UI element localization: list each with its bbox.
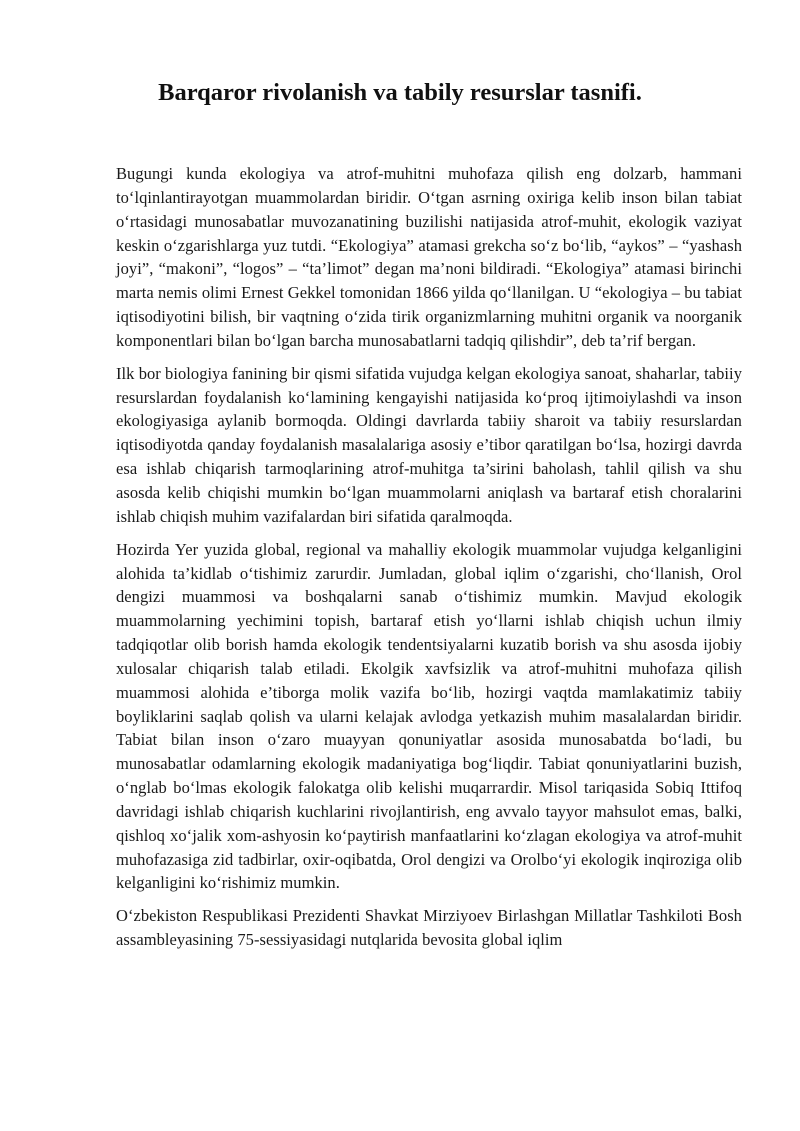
paragraph-ecological-problems: Hozirda Yer yuzida global, regional va mahalliy ekologik muammolar vujudga kelganligini alohida ta’kidlab o‘tishimiz zarurdir. Jumladan, global iqlim o‘zgarishi, cho‘llanish, Orol dengizi muammosi va boshqalarni sanab o‘tishimiz mumkin. Mavjud ekologik muammolarning yechimini topish, bartaraf etish yo‘llarni ishlab chiqish uchun ilmiy tadqiqotlar olib borish hamda ekologik tendentsiyalarni kuzatib borish va shu asosda ijobiy xulosalar chiqarish talab etiladi. Ekolgik xavfsizlik va atrof-muhitni muhofaza qilish muammosi alohida e’tiborga molik vazifa bo‘lib, hozirgi vaqtda mamlakatimiz tabiiy boyliklarini saqlab qolish va ularni kelajak avlodga yetkazish muhim masalalardan biridir. Tabiat bilan inson o‘zaro muayyan qonuniyatlar asosida munosabatda bo‘ladi, bu munosabatlar odamlarning ekologik madaniyatiga bog‘liqdir. Tabiat qonuniyatlarini buzish, o‘nglab bo‘lmas ekologik falokatga olib kelishi muqarrardir. Misol tariqasida Sobiq Ittifoq davridagi ishlab chiqarish kuchlarini rivojlantirish, eng avvalo tayyor mahsulot emas, balki, qishloq xo‘jalik xom-ashyosin ko‘paytirish manfaatlarini ko‘zlagan ekologiya va atrof-muhit muhofazasiga zid tadbirlar, oxir-oqibatda, Orol dengizi va Orolbo‘yi ekologik inqiroziga olib kelganligini ko‘rishimiz mumkin. [116, 539, 742, 893]
paragraph-president-speech: O‘zbekiston Respublikasi Prezidenti Shavkat Mirziyoev Birlashgan Millatlar Tashkiloti Bosh assambleyasining 75-sessiyasidagi nutqlarida bevosita global iqlim [116, 906, 742, 950]
paragraph-ecology-definition: Bugungi kunda ekologiya va atrof-muhitni muhofaza qilish eng dolzarb, hammani to‘lqinlantirayotgan muammolardan biridir. O‘tgan asrning oxiriga kelib inson bilan tabiat o‘rtasidagi munosabatlar muvozanatining buzilishi natijasida atrof-muhit, ekologik vaziyat keskin o‘zgarishlarga yuz tutdi. “Ekologiya” atamasi grekcha so‘z bo‘lib, “aykos” – “yashash joyi”, “makoni”, “logos” – “ta’limot” degan ma’noni bildiradi. “Ekologiya” atamasi birinchi marta nemis olimi Ernest Gekkel tomonidan 1866 yilda qo‘llanilgan. U “ekologiya – bu tabiat iqtisodiyotini bilish, bir vaqtning o‘zida tirik organizmlarning muhitni organik va noorganik komponentlari bilan bo‘lgan barcha munosabatlarni tadqiq qilishdir”, deb ta’rif bergan. [116, 164, 742, 350]
document-title: Barqaror rivolanish va tabily resurslar tasnifi. [158, 79, 642, 106]
document-body [116, 162, 742, 961]
paragraph-ecology-development: Ilk bor biologiya fanining bir qismi sifatida vujudga kelgan ekologiya sanoat, shaharlar, tabiiy resurslardan foydalanish ko‘lamining kengayishi natijasida ko‘proq ijtimoiylashdi va inson ekologiyasiga aylanib bormoqda. Oldingi davrlarda tabiiy sharoit va tabiiy resurslardan iqtisodiyotda qanday foydalanish masalalariga asosiy e’tibor qaratilgan bo‘lsa, hozirgi davrda esa ishlab chiqarish tarmoqlarining atrof-muhitga ta’sirini baholash, tahlil qilish va shu asosda kelib chiqishi mumkin bo‘lgan muammolarni aniqlash va bartaraf etish choralarini ishlab chiqish muhim vazifalardan biri sifatida qaralmoqda. [116, 363, 742, 526]
